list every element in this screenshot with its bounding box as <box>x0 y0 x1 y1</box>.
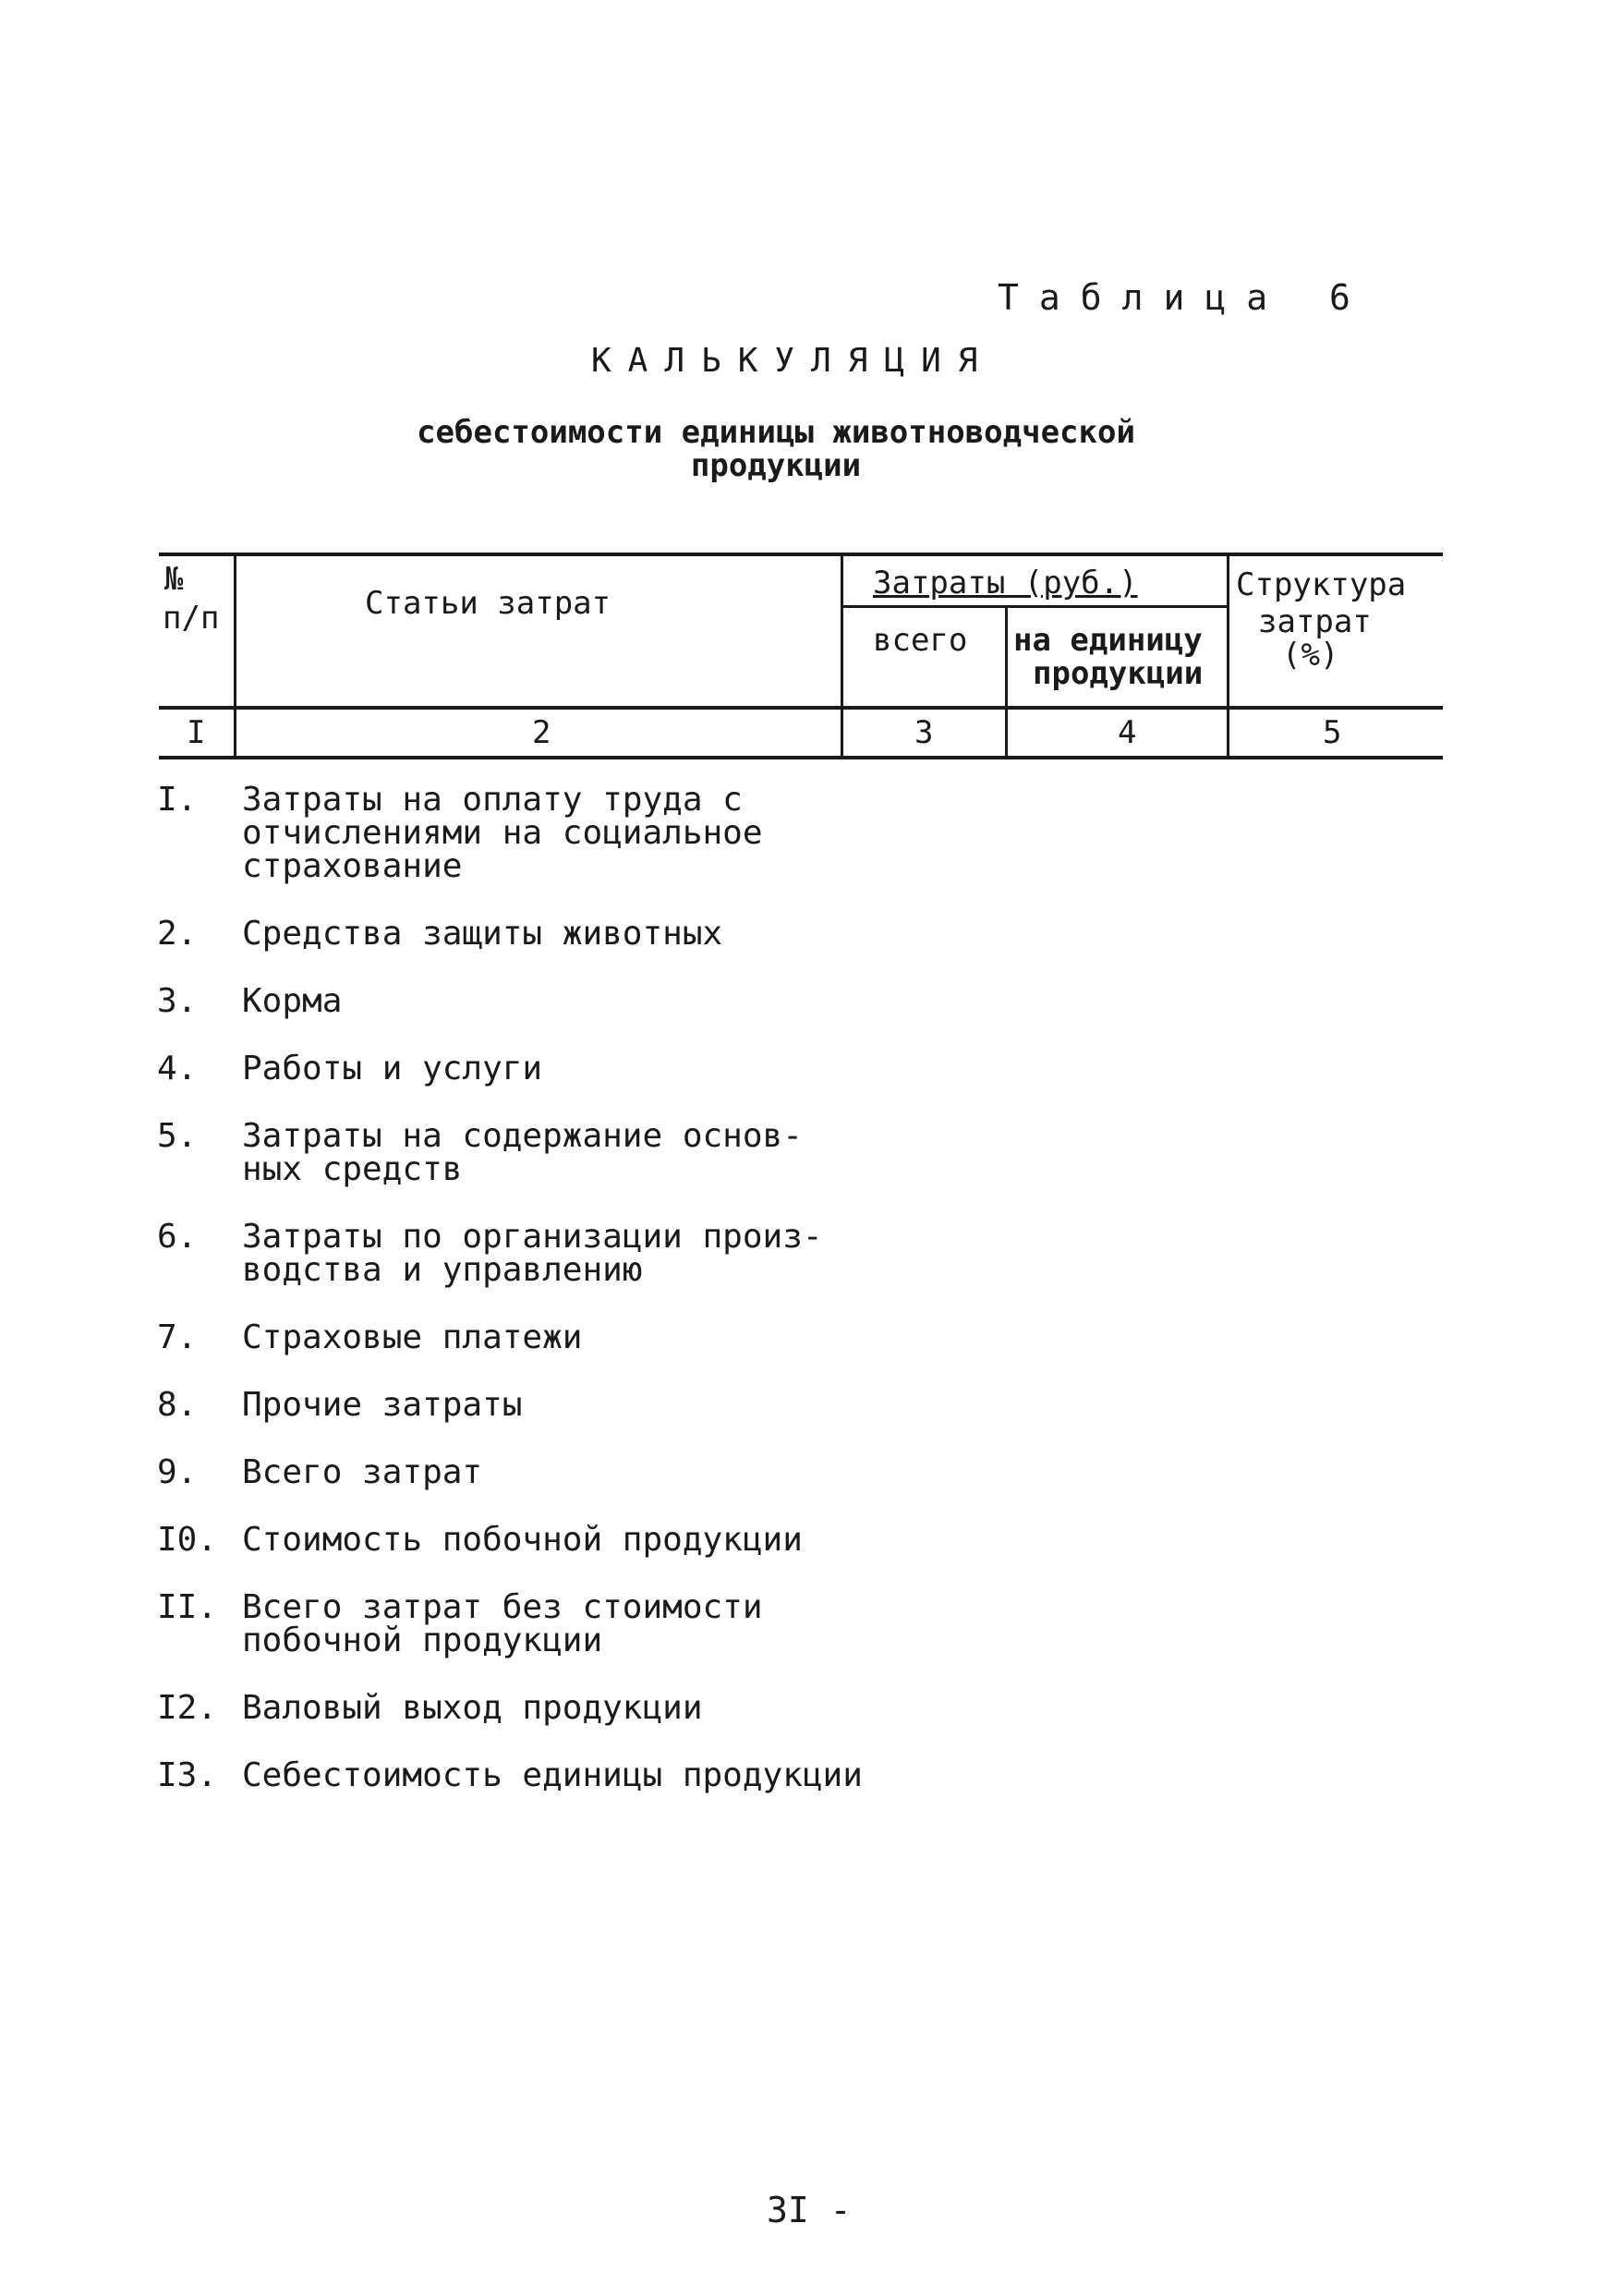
list-item <box>157 917 1450 951</box>
list-item <box>157 1756 1450 1794</box>
divider-2 <box>841 554 843 756</box>
item-number: 6. <box>157 1218 198 1256</box>
header-num-sign: № <box>164 561 184 598</box>
list-item <box>157 1453 1450 1491</box>
list-item <box>157 781 1450 885</box>
header-structure-1: Структура <box>1236 566 1407 603</box>
subtitle-line-2: продукции <box>690 447 862 484</box>
table-number-label: Таблица 6 <box>998 277 1371 318</box>
list-item <box>157 1218 1450 1289</box>
item-number: 3. <box>157 982 198 1020</box>
item-number: 8. <box>157 1386 198 1424</box>
divider-4 <box>1227 554 1229 756</box>
list-item <box>157 1386 1450 1424</box>
header-num-pp: п/п <box>163 600 220 637</box>
item-number: I0. <box>157 1521 218 1559</box>
item-text: Работы и услуги <box>242 1050 543 1087</box>
header-costs-group: Затраты (руб.) <box>873 565 1138 601</box>
subtitle-line-1: себестоимости единицы животноводческой <box>417 414 1135 451</box>
costs-group-rule <box>842 605 1227 608</box>
header-bottom-rule <box>159 706 1443 710</box>
list-item <box>157 1689 1450 1727</box>
numbering-bottom-rule <box>159 756 1443 759</box>
item-text: Себестоимость единицы продукции <box>242 1756 863 1794</box>
item-text: Страховые платежи <box>242 1318 583 1356</box>
document-title: КАЛЬКУЛЯЦИЯ <box>591 342 995 380</box>
item-text: Затраты на оплату труда с отчислениями на социальное страхование <box>242 781 763 885</box>
header-items: Статьи затрат <box>365 585 611 622</box>
item-text: Затраты на содержание основ- ных средств <box>242 1117 803 1188</box>
header-per-unit-1: на единицу <box>1013 622 1203 659</box>
document-subtitle <box>369 416 1182 482</box>
header-per-unit-2: продукции <box>1033 655 1204 692</box>
item-number: 4. <box>157 1050 198 1087</box>
header-total: всего <box>873 622 968 659</box>
item-number: I2. <box>157 1689 218 1727</box>
item-text: Средства защиты животных <box>242 915 723 953</box>
item-text: Стоимость побочной продукции <box>242 1521 803 1559</box>
item-text: Валовый выход продукции <box>242 1689 703 1727</box>
list-item <box>157 1588 1450 1659</box>
column-number-5: 5 <box>1323 714 1342 751</box>
header-top-rule <box>159 553 1443 556</box>
item-text: Всего затрат без стоимости побочной продукции <box>242 1588 763 1659</box>
list-item <box>157 1318 1450 1356</box>
item-number: 9. <box>157 1453 198 1491</box>
item-number: 7. <box>157 1318 198 1356</box>
list-item <box>157 1117 1450 1188</box>
item-text: Корма <box>242 982 343 1020</box>
item-number: 5. <box>157 1117 198 1155</box>
column-number-1: I <box>187 714 206 751</box>
column-number-2: 2 <box>532 714 551 751</box>
header-structure-2: затрат <box>1258 603 1372 640</box>
page-number: 3I - <box>767 2190 852 2230</box>
column-number-4: 4 <box>1118 714 1137 751</box>
item-number: I. <box>157 781 198 819</box>
item-text: Всего затрат <box>242 1453 483 1491</box>
list-item <box>157 1521 1450 1559</box>
item-number: II. <box>157 1588 218 1626</box>
list-item <box>157 1052 1450 1086</box>
item-text: Затраты по организации произ- водства и управлению <box>242 1218 823 1289</box>
item-number: I3. <box>157 1756 218 1794</box>
divider-1 <box>234 554 236 756</box>
cost-items-list <box>157 781 1450 1827</box>
list-item <box>157 982 1450 1020</box>
divider-3 <box>1005 607 1008 756</box>
item-text: Прочие затраты <box>242 1386 523 1424</box>
column-number-3: 3 <box>914 714 934 751</box>
header-structure-3: (%) <box>1282 637 1339 674</box>
item-number: 2. <box>157 915 198 953</box>
